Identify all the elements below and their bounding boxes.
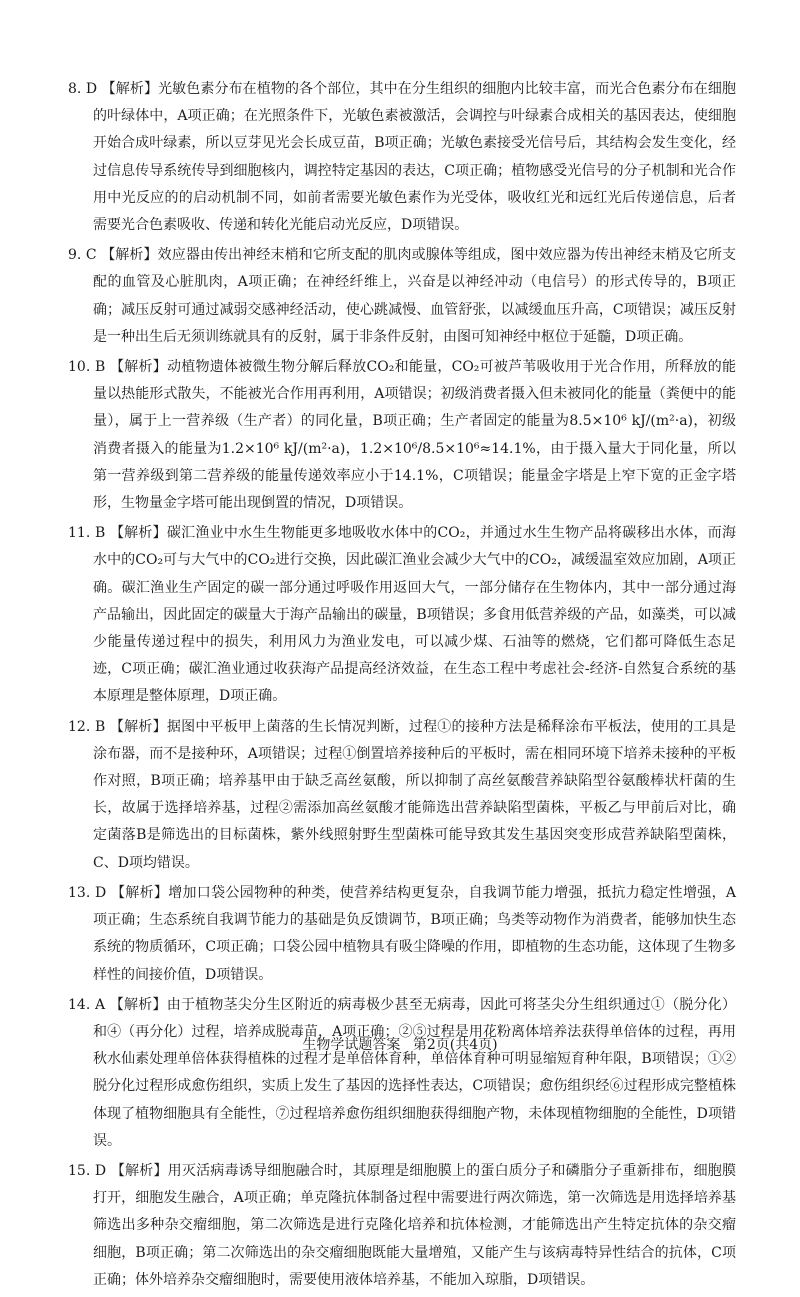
answer-item-15 bbox=[68, 1158, 736, 1294]
answer-text: 12. B 【解析】据图中平板甲上菌落的生长情况判断，过程①的接种方法是稀释涂布平板法，使用的工具是涂布器，而不是接种环，A项错误；过程①倒置培养接种后的平板时，需在相同环境下培养未接种的平板作对照，B项正确；培养基甲由于缺乏高丝氨酸，所以抑制了高丝氨酸营养缺陷型谷氨酸棒状杆菌的生长，故属于选择培养基，过程②需添加高丝氨酸才能筛选出营养缺陷型菌株，平板乙与甲前后对比，确定菌落B是筛选出的目标菌株，紫外线照射野生型菌株可能导致其发生基因突变形成营养缺陷型菌株，C、D项均错误。 bbox=[68, 718, 736, 871]
answer-text: 13. D 【解析】增加口袋公园物种的种类，使营养结构更复杂，自我调节能力增强，抵抗力稳定性增强，A项正确；生态系统自我调节能力的基础是负反馈调节，B项正确；鸟类等动物作为消费者，能够加快生态系统的物质循环，C项正确；口袋公园中植物具有吸尘降噪的作用，即植物的生态功能，这体现了生物多样性的间接价值，D项错误。 bbox=[68, 884, 736, 983]
answer-item-8 bbox=[68, 76, 736, 239]
footer-page-number: 第2页(共4页) bbox=[412, 1037, 498, 1053]
answer-item-9 bbox=[68, 242, 736, 351]
answer-text: 8. D 【解析】光敏色素分布在植物的各个部位，其中在分生组织的细胞内比较丰富，而光合色素分布在细胞的叶绿体中，A项正确；在光照条件下，光敏色素被激活，会调控与叶绿素合成相关的基因表达，使细胞开始合成叶绿素，所以豆芽见光会长成豆苗，B项正确；光敏色素接受光信号后，其结构会发生变化，经过信息传导系统传导到细胞核内，调控特定基因的表达，C项正确；植物感受光信号的分子机制和光合作用中光反应的的启动机制不同，如前者需要光敏色素作为光受体，吸收红光和远红光后传递信息，后者需要光合色素吸收、传递和转化光能启动光反应，D项错误。 bbox=[68, 81, 736, 234]
answer-text: 14. A 【解析】由于植物茎尖分生区附近的病毒极少甚至无病毒，因此可将茎尖分生组织通过①（脱分化）和④（再分化）过程，培养成脱毒苗，A项正确；②⑤过程是用花粉离体培养法获得单倍体的过程，再用秋水仙素处理单倍体获得植株的过程才是单倍体育种，单倍体育种可明显缩短育种年限，B项错误；①②脱分化过程形成愈伤组织，实质上发生了基因的选择性表达，C项错误；愈伤组织经⑥过程形成完整植株体现了植物细胞具有全能性，⑦过程培养愈伤组织细胞获得细胞产物，未体现植物细胞的全能性，D项错误。 bbox=[68, 996, 736, 1149]
answer-text: 10. B 【解析】动植物遗体被微生物分解后释放CO₂和能量，CO₂可被芦苇吸收用于光合作用，所释放的能量以热能形式散失，不能被光合作用再利用，A项错误；初级消费者摄入但未被同化的能量（粪便中的能量），属于上一营养级（生产者）的同化量，B项正确；生产者固定的能量为8.5×10⁶ kJ/(m²·a)，初级消费者摄入的能量为1.2×10⁶ kJ/(m²·a)，1.2×10⁶/8.5×10⁶≈14.1%，由于摄入量大于同化量，所以第一营养级到第二营养级的能量传递效率应小于14.1%，C项错误；能量金字塔是上窄下宽的正金字塔形，生物量金字塔可能出现倒置的情况，D项错误。 bbox=[68, 359, 736, 512]
answer-text: 9. C 【解析】效应器由传出神经末梢和它所支配的肌肉或腺体等组成，图中效应器为传出神经末梢及它所支配的血管及心脏肌肉，A项正确；在神经纤维上，兴奋是以神经冲动（电信号）的形式传导的，B项正确；减压反射可通过减弱交感神经活动，使心跳减慢、血管舒张，以减缓血压升高，C项错误；减压反射是一种出生后无须训练就具有的反射，属于非条件反射，由图可知神经中枢位于延髓，D项正确。 bbox=[68, 247, 736, 345]
page-footer bbox=[0, 1035, 800, 1055]
answer-text: 11. B 【解析】碳汇渔业中水生生物能更多地吸收水体中的CO₂，并通过水生生物产品将碳移出水体，而海水中的CO₂可与大气中的CO₂进行交换，因此碳汇渔业会减少大气中的CO₂，减缓温室效应加剧，A项正确。碳汇渔业生产固定的碳一部分通过呼吸作用返回大气，一部分储存在生物体内，其中一部分通过海产品输出，因此固定的碳量大于海产品输出的碳量，B项错误；多食用低营养级的产品，如藻类，可以减少能量传递过程中的损失，利用风力为渔业发电，可以减少煤、石油等的燃烧，它们都可降低生态足迹，C项正确；碳汇渔业通过收获海产品提高经济效益，在生态工程中考虑社会-经济-自然复合系统的基本原理是整体原理，D项正确。 bbox=[68, 525, 736, 705]
answer-list bbox=[68, 76, 736, 1297]
footer-title: 生物学试题答案 bbox=[302, 1037, 401, 1053]
answer-item-12 bbox=[68, 714, 736, 877]
answer-item-10 bbox=[68, 354, 736, 517]
answer-item-14 bbox=[68, 992, 736, 1155]
answer-text: 15. D 【解析】用灭活病毒诱导细胞融合时，其原理是细胞膜上的蛋白质分子和磷脂分子重新排布，细胞膜打开，细胞发生融合，A项正确；单克隆抗体制备过程中需要进行两次筛选，第一次筛选是用选择培养基筛选出多种杂交瘤细胞，第二次筛选是进行克隆化培养和抗体检测，才能筛选出产生特定抗体的杂交瘤细胞，B项正确；第二次筛选出的杂交瘤细胞既能大量增殖，又能产生与该病毒特异性结合的抗体，C项正确；体外培养杂交瘤细胞时，需要使用液体培养基，不能加入琼脂，D项错误。 bbox=[68, 1162, 736, 1288]
answer-item-11 bbox=[68, 520, 736, 710]
answer-item-13 bbox=[68, 880, 736, 989]
